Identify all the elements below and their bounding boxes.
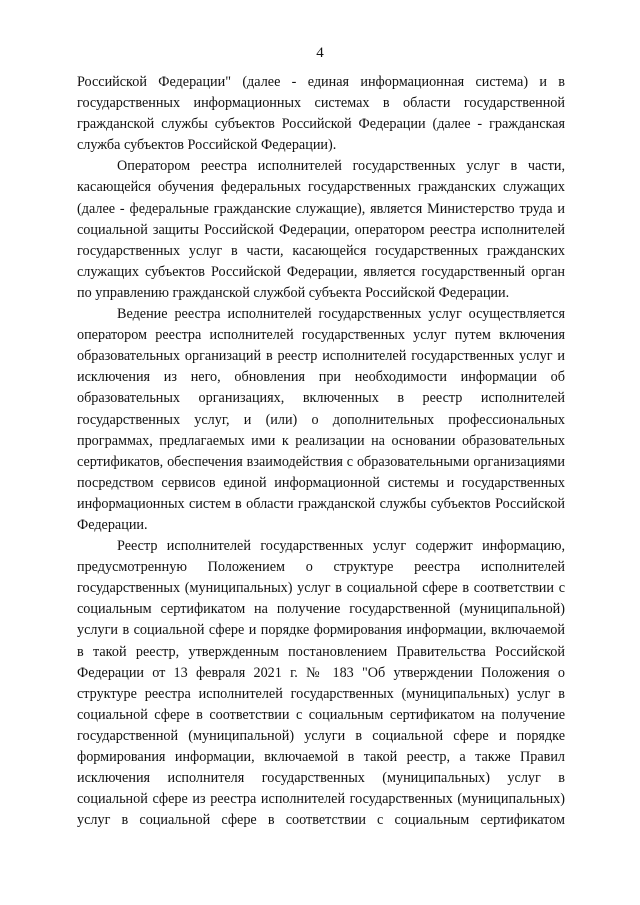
page-number: 4 [316, 45, 324, 61]
paragraph-registry-continuation: Российской Федерации" (далее - единая информационная система) и в государственных информационных системах в области государственной гражданской службы субъектов Российской Федерации (далее - гражданская служба субъектов Российской Федерации). [77, 74, 565, 154]
body-text [77, 72, 565, 831]
paragraph-registry-contents: Реестр исполнителей государственных услуг содержит информацию, предусмотренную Положением о структуре реестра исполнителей государственных (муниципальных) услуг в социальной сфере в соответствии с социальным сертификатом на получение государственной (муниципальной) услуги в социальной сфере и порядке формирования информации, включаемой в такой реестр, утвержденным постановлением Правительства Российской Федерации от 13 февраля 2021 г. № 183 "Об утверждении Положения о структуре реестра исполнителей государственных (муниципальных) услуг в социальной сфере в соответствии с социальным сертификатом на получение государственной (муниципальной) услуги в социальной сфере и порядке формирования информации, включаемой в такой реестр, а также Правил исключения исполнителя государственных (муниципальных) услуг в социальной сфере из реестра исполнителей государственных (муниципальных) услуг в социальной сфере в соответствии с социальным сертификатом [77, 538, 565, 829]
paragraph-registry-operator: Оператором реестра исполнителей государственных услуг в части, касающейся обучения федеральных государственных гражданских служащих (далее - федеральные гражданские служащие), является Министерство труда и социальной защиты Российской Федерации, оператором реестра исполнителей государственных услуг в части, касающейся государственных гражданских служащих субъектов Российской Федерации, является государственный орган по управлению гражданской службой субъекта Российской Федерации. [77, 158, 565, 301]
paragraph-registry-maintenance: Ведение реестра исполнителей государственных услуг осуществляется оператором реестра исполнителей государственных услуг путем включения образовательных организаций в реестр исполнителей государственных услуг и исключения из него, обновления при необходимости информации об образовательных организациях, включенных в реестр исполнителей государственных услуг, и (или) о дополнительных профессиональных программах, предлагаемых ими к реализации на основании образовательных сертификатов, обеспечения взаимодействия с образовательными организациями посредством сервисов единой информационной системы и государственных информационных систем в области гражданской службы субъектов Российской Федерации. [77, 306, 565, 533]
